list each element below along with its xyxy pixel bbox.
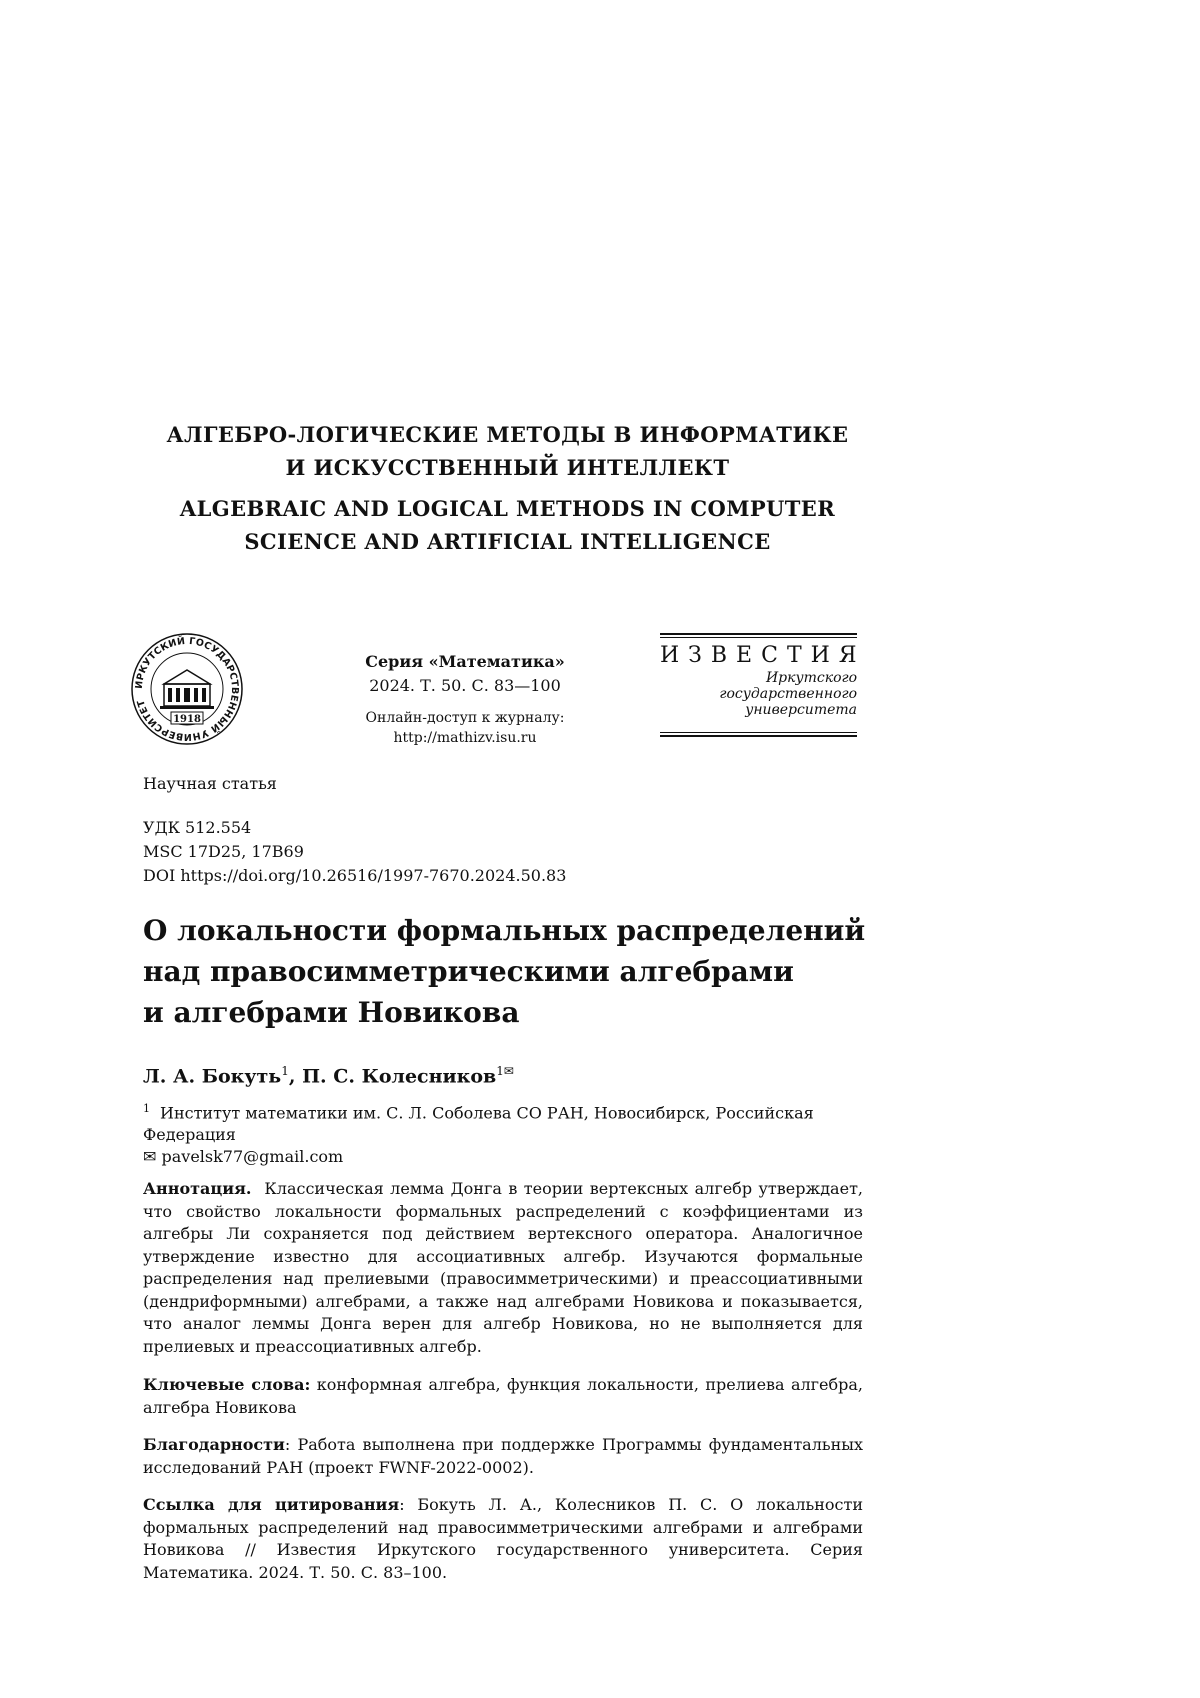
journal-logo-line3: университета	[745, 702, 857, 718]
affiliation-block	[143, 1098, 863, 1168]
acknowledgements-text: : Работа выполнена при поддержке Программы фундаментальных исследований РАН (проект FWNF-2022-0002).	[143, 1435, 863, 1477]
journal-logo-rule-bottom	[660, 732, 857, 737]
udc-code: УДК 512.554	[143, 818, 252, 837]
identifiers	[143, 816, 566, 888]
section-title-ru-line2: И ИСКУССТВЕННЫЙ ИНТЕЛЛЕКТ	[285, 455, 730, 480]
citation-label: Ссылка для цитирования	[143, 1495, 400, 1514]
keywords-text: конформная алгебра, функция локальности, прелиева алгебра, алгебра Новикова	[143, 1375, 863, 1417]
affiliation-text: Институт математики им. С. Л. Соболева СО РАН, Новосибирск, Российская Федерация	[143, 1103, 814, 1145]
citation	[143, 1494, 863, 1584]
series-name: Серия «Математика»	[365, 652, 565, 671]
section-title-ru	[120, 418, 895, 484]
online-access-label: Онлайн-доступ к журналу:	[365, 710, 565, 726]
section-title-en-line2: SCIENCE AND ARTIFICIAL INTELLIGENCE	[244, 529, 771, 554]
paper-title-line1: О локальности формальных распределений	[143, 914, 866, 947]
author-2: П. С. Колесников	[302, 1065, 497, 1088]
journal-logo-line2: государственного	[719, 686, 857, 702]
journal-logo-rule-top	[660, 633, 857, 638]
online-access	[335, 708, 595, 748]
authors	[143, 1058, 514, 1089]
svg-text:1918: 1918	[173, 714, 201, 725]
section-title-ru-line1: АЛГЕБРО-ЛОГИЧЕСКИЕ МЕТОДЫ В ИНФОРМАТИКЕ	[166, 422, 849, 447]
paper-title-line3: и алгебрами Новикова	[143, 996, 520, 1029]
series-info	[335, 650, 595, 698]
journal-url-link[interactable]: http://mathizv.isu.ru	[393, 730, 537, 746]
journal-logo	[660, 633, 866, 737]
journal-logo-line1: Иркутского	[765, 670, 857, 686]
doi-link[interactable]: DOI https://doi.org/10.26516/1997-7670.2024.50.83	[143, 866, 567, 885]
keywords-label: Ключевые слова:	[143, 1375, 311, 1394]
author-separator: ,	[288, 1065, 303, 1088]
paper-title	[143, 910, 903, 1033]
author-1-affil-mark: 1	[281, 1064, 289, 1078]
journal-logo-word: ИЗВЕСТИЯ	[660, 643, 866, 668]
section-title-en	[120, 492, 895, 558]
author-email[interactable]: ✉ pavelsk77@gmail.com	[143, 1147, 344, 1167]
document-type: Научная статья	[143, 774, 277, 793]
university-seal-logo	[130, 632, 244, 746]
abstract	[143, 1178, 863, 1358]
citation-text: : Бокуть Л. А., Колесников П. С. О локальности формальных распределений над правосимметрическими алгебрами и алгебрами Новикова // Известия Иркутского государственного университета. Серия Математика. 2024. Т. 50. С. 83–100.	[143, 1495, 864, 1582]
paper-title-line2: над правосимметрическими алгебрами	[143, 955, 794, 988]
author-2-affil-mark: 1✉	[496, 1064, 514, 1078]
author-1: Л. А. Бокуть	[143, 1065, 282, 1088]
abstract-text: Классическая лемма Донга в теории вертексных алгебр утверждает, что свойство локальности формальных распределений с коэффициентами из алгебры Ли сохраняется под действием вертексного оператора. Аналогичное утверждение известно для ассоциативных алгебр. Изучаются формальные распределения над прелиевыми (правосимметрическими) и преассоциативными (дендриформными) алгебрами, а также над алгебрами Новикова и показывается, что аналог леммы Донга верен для алгебр Новикова, но не выполняется для прелиевых и преассоциативных алгебр.	[143, 1179, 864, 1356]
svg-text:ИРКУТСКИЙ ГОСУДАРСТВЕННЫЙ УНИВ: ИРКУТСКИЙ ГОСУДАРСТВЕННЫЙ УНИВЕРСИТЕТ	[133, 635, 241, 743]
series-issue: 2024. Т. 50. С. 83—100	[369, 676, 561, 695]
acknowledgements-label: Благодарности	[143, 1435, 285, 1454]
abstract-label: Аннотация.	[143, 1179, 252, 1198]
keywords	[143, 1374, 863, 1419]
section-title-en-line1: ALGEBRAIC AND LOGICAL METHODS IN COMPUTER	[179, 496, 836, 521]
affiliation-mark: 1	[143, 1102, 150, 1115]
msc-code: MSC 17D25, 17B69	[143, 842, 304, 861]
acknowledgements	[143, 1434, 863, 1479]
